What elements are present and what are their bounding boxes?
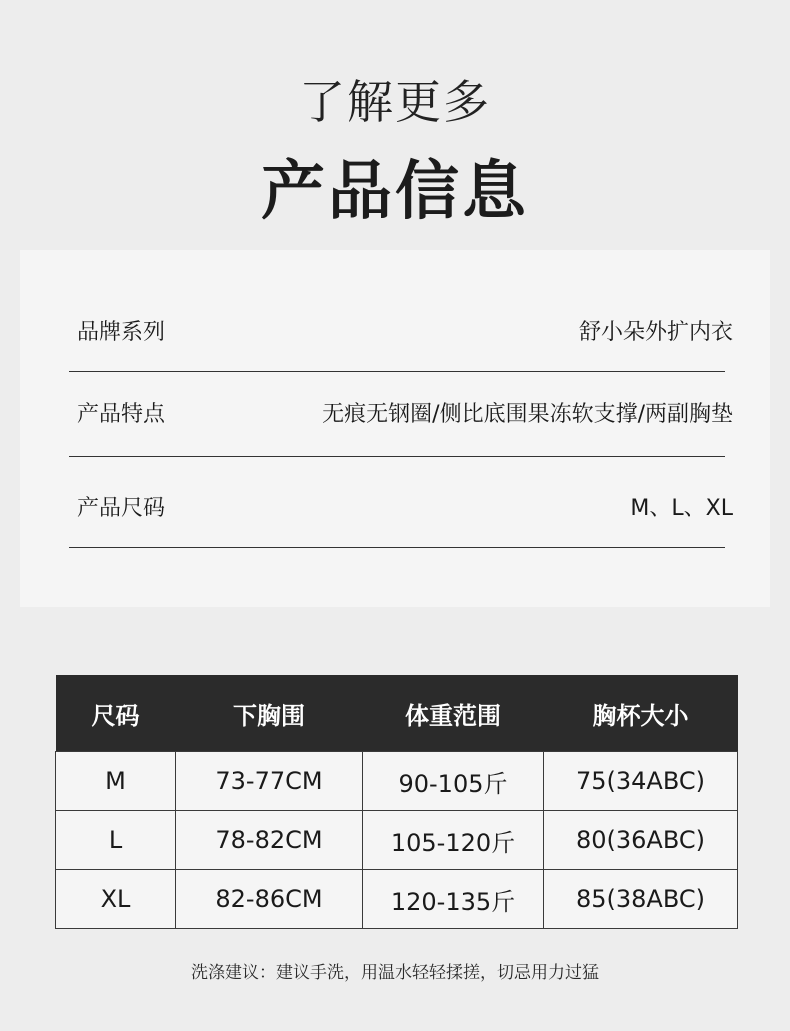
product-info-card <box>20 250 770 607</box>
info-value-features: 无痕无钢圈/侧比底围果冻软支撑/两副胸垫 <box>322 402 733 427</box>
size-chart-table <box>55 675 738 929</box>
table-cell: 73-77CM <box>176 752 363 811</box>
info-label-sizes: 产品尺码 <box>77 496 166 521</box>
table-cell: 82-86CM <box>176 870 363 929</box>
table-cell: L <box>56 811 176 870</box>
table-cell: 80(36ABC) <box>544 811 738 870</box>
table-row <box>56 752 738 811</box>
info-label-features: 产品特点 <box>77 402 166 427</box>
info-row-sizes <box>69 489 733 529</box>
table-header-row <box>56 675 738 752</box>
table-header-cup: 胸杯大小 <box>544 675 738 752</box>
table-cell: 90-105斤 <box>363 752 544 811</box>
table-row <box>56 870 738 929</box>
info-value-brand: 舒小朵外扩内衣 <box>578 320 733 345</box>
info-row-brand <box>69 313 733 353</box>
section-subtitle: 了解更多 <box>299 75 491 129</box>
table-header-size: 尺码 <box>56 675 176 752</box>
info-value-sizes: M、L、XL <box>630 496 733 521</box>
divider <box>69 456 725 457</box>
page-title: 产品信息 <box>261 155 529 229</box>
table-cell: M <box>56 752 176 811</box>
table-cell: 120-135斤 <box>363 870 544 929</box>
divider <box>69 547 725 548</box>
table-header-weight: 体重范围 <box>363 675 544 752</box>
table-cell: XL <box>56 870 176 929</box>
info-label-brand: 品牌系列 <box>77 320 166 345</box>
table-cell: 85(38ABC) <box>544 870 738 929</box>
table-header-underbust: 下胸围 <box>176 675 363 752</box>
divider <box>69 371 725 372</box>
table-row <box>56 811 738 870</box>
table-cell: 75(34ABC) <box>544 752 738 811</box>
table-cell: 78-82CM <box>176 811 363 870</box>
care-instructions: 洗涤建议：建议手洗，用温水轻轻揉搓，切忌用力过猛 <box>191 963 599 983</box>
info-row-features <box>69 395 733 435</box>
table-cell: 105-120斤 <box>363 811 544 870</box>
